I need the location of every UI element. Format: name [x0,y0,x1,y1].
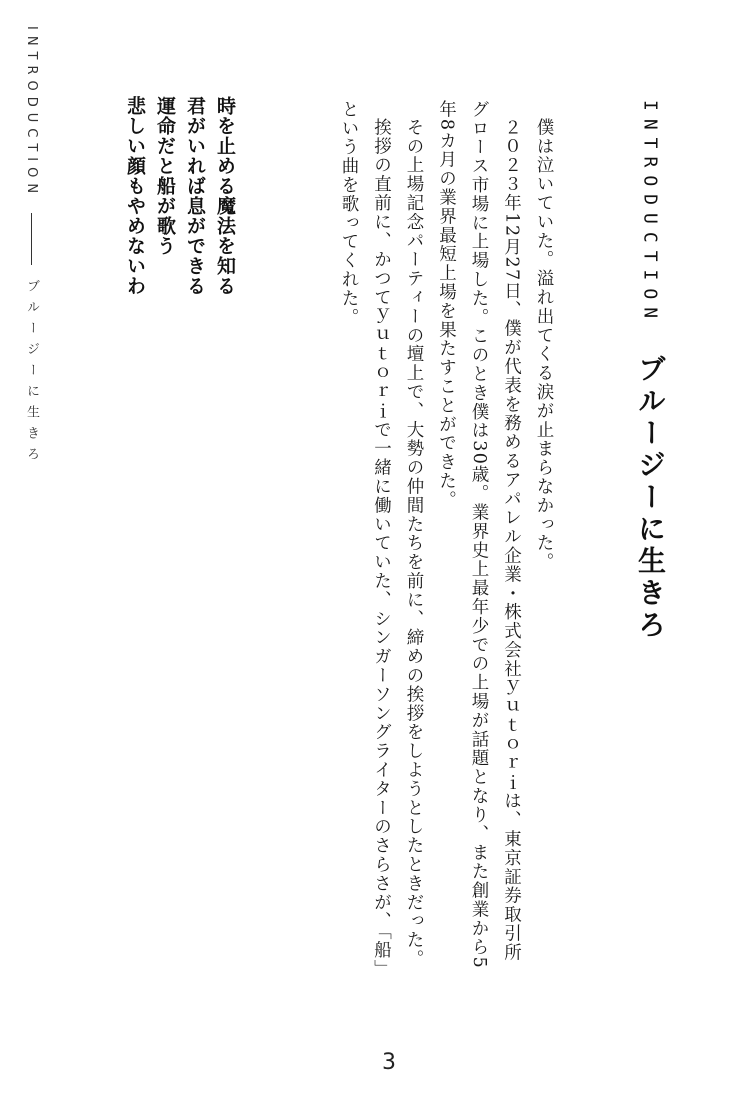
lyrics-epigraph [120,96,240,356]
lyric-line: 時を止める魔法を知る [214,96,236,296]
page-number: 3 [382,1050,396,1075]
chapter-label: INTRODUCTION [639,100,661,327]
chapter-heading [630,100,670,660]
lyric-line: 運命だと船が歌う [154,96,176,256]
body-paragraph: その上場記念パーティーの壇上で、大勢の仲間たちを前に、締めの挨拶をしようとしたときだった。 [404,117,424,968]
body-text [300,100,560,980]
chapter-title: ブルージーに生きろ [634,354,667,643]
body-paragraph: 僕は泣いていた。溢れ出てくる涙が止まらなかった。 [534,117,554,572]
running-head-divider [31,213,32,265]
lyric-line: 君がいれば息ができる [184,96,206,296]
running-head [22,26,41,586]
running-head-label-en: INTRODUCTION [24,26,39,200]
lyric-line: 悲しい顔もやめないわ [124,96,146,296]
running-head-label-jp: ブルージーに生きろ [24,279,39,469]
body-paragraph: ２０２３年12月27日、僕が代表を務めるアパレル企業・株式会社ｙｕｔｏｒｉは、東京証券取引所グロース市場に上場した。このとき僕は30歳。業界史上最年少での上場が話題となり、また創業から5年8カ月の業界最短上場を果たすことができた。 [436,100,522,970]
body-paragraph: 挨拶の直前に、かつてｙｕｔｏｒｉで一緒に働いていた、シンガーソングライターのさらさが、「船」という曲を歌ってくれた。 [339,100,392,979]
